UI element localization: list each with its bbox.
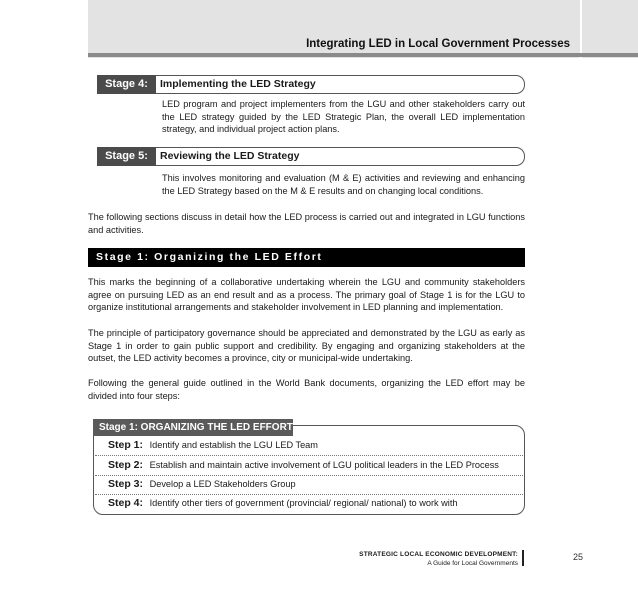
footer-divider: [522, 550, 524, 566]
step-2-text: Establish and maintain active involvement of LGU political leaders in the LED Process: [149, 460, 499, 470]
stage-4-title: Implementing the LED Strategy: [156, 75, 525, 94]
section-banner: Stage 1: Organizing the LED Effort: [88, 248, 525, 267]
step-2: [108, 456, 518, 475]
step-4-label: Step 4:: [108, 497, 144, 509]
stage-5-tag: Stage 5:: [97, 147, 156, 166]
paragraph-1: This marks the beginning of a collaborative undertaking wherein the LGU and community stakeholders agree on pursuing LED as an end result and as a process. The primary goal of Stage 1 is for the LGU to organize institutional arrangements and stakeholder involvement in LED planning and implementation.: [88, 277, 525, 313]
page-number: 25: [573, 552, 584, 562]
step-4: [108, 494, 518, 513]
header-side-block: [582, 0, 638, 58]
stage-4-heading: [97, 75, 525, 94]
step-3-label: Step 3:: [108, 478, 144, 490]
stage-4-description: LED program and project implementers from the LGU and other stakeholders carry out the LED strategy guided by the LED Strategic Plan, the overall LED implementation strategy, and individual project action plans.: [162, 99, 525, 135]
header-rule: [88, 53, 638, 57]
paragraph-2: The principle of participatory governance should be appreciated and demonstrated by the LGU as early as Stage 1 in order to gain public support and credibility. By engaging and organizing stakeholders at the outset, the LED activity becomes a province, city or municipal-wide undertaking.: [88, 328, 525, 364]
step-3: [108, 475, 518, 494]
step-4-text: Identify other tiers of government (provincial/ regional/ national) to work with: [149, 498, 458, 508]
stage-5-heading: [97, 147, 525, 166]
footer-title: STRATEGIC LOCAL ECONOMIC DEVELOPMENT:: [359, 551, 518, 558]
step-1: [108, 436, 518, 455]
intro-paragraph: The following sections discuss in detail how the LED process is carried out and integrated in LGU functions and activities.: [88, 212, 525, 235]
steps-box-tab: Stage 1: ORGANIZING THE LED EFFORT: [93, 419, 293, 436]
step-1-label: Step 1:: [108, 439, 144, 451]
step-2-label: Step 2:: [108, 459, 144, 471]
stage-5-title: Reviewing the LED Strategy: [156, 147, 525, 166]
step-3-text: Develop a LED Stakeholders Group: [149, 479, 296, 489]
footer-subtitle: A Guide for Local Governments: [427, 560, 518, 567]
stage-4-tag: Stage 4:: [97, 75, 156, 94]
stage-5-description: This involves monitoring and evaluation (M & E) activities and reviewing and enhancing the LED Strategy based on the M & E results and on changing local conditions.: [162, 173, 525, 196]
step-1-text: Identify and establish the LGU LED Team: [149, 440, 318, 450]
paragraph-3: Following the general guide outlined in the World Bank documents, organizing the LED effort may be divided into four steps:: [88, 378, 525, 401]
running-header-title: Integrating LED in Local Government Processes: [306, 38, 570, 50]
